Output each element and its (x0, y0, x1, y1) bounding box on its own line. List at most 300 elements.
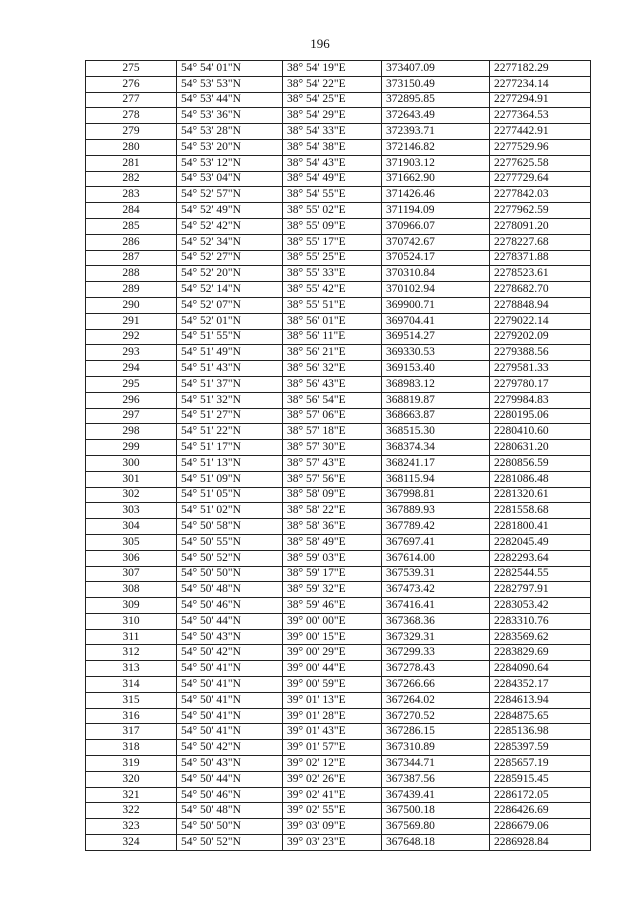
x-coordinate-cell: 368515.30 (382, 424, 490, 440)
point-number-cell: 278 (86, 108, 177, 124)
longitude-cell: 38° 55' 17"E (283, 234, 382, 250)
y-coordinate-cell: 2284875.65 (490, 708, 591, 724)
longitude-cell: 38° 54' 19"E (283, 61, 382, 77)
y-coordinate-cell: 2278371.88 (490, 250, 591, 266)
longitude-cell: 38° 55' 51"E (283, 297, 382, 313)
x-coordinate-cell: 373407.09 (382, 61, 490, 77)
longitude-cell: 39° 00' 29"E (283, 645, 382, 661)
point-number-cell: 313 (86, 661, 177, 677)
table-row (86, 329, 591, 345)
x-coordinate-cell: 369704.41 (382, 313, 490, 329)
page-number: 196 (310, 36, 330, 51)
longitude-cell: 39° 02' 12"E (283, 756, 382, 772)
table-row (86, 661, 591, 677)
point-number-cell: 284 (86, 203, 177, 219)
table-row (86, 250, 591, 266)
x-coordinate-cell: 367266.66 (382, 677, 490, 693)
point-number-cell: 309 (86, 598, 177, 614)
latitude-cell: 54° 51' 05"N (177, 487, 283, 503)
longitude-cell: 38° 55' 02"E (283, 203, 382, 219)
point-number-cell: 300 (86, 455, 177, 471)
y-coordinate-cell: 2286928.84 (490, 835, 591, 851)
point-number-cell: 281 (86, 155, 177, 171)
point-number-cell: 318 (86, 740, 177, 756)
x-coordinate-cell: 367539.31 (382, 566, 490, 582)
point-number-cell: 291 (86, 313, 177, 329)
table-row (86, 534, 591, 550)
x-coordinate-cell: 367416.41 (382, 598, 490, 614)
table-row (86, 440, 591, 456)
x-coordinate-cell: 367648.18 (382, 835, 490, 851)
table-row (86, 203, 591, 219)
latitude-cell: 54° 53' 53"N (177, 76, 283, 92)
longitude-cell: 39° 00' 15"E (283, 629, 382, 645)
point-number-cell: 283 (86, 187, 177, 203)
x-coordinate-cell: 371662.90 (382, 171, 490, 187)
table-row (86, 613, 591, 629)
table-row (86, 819, 591, 835)
y-coordinate-cell: 2277182.29 (490, 61, 591, 77)
x-coordinate-cell: 367473.42 (382, 582, 490, 598)
latitude-cell: 54° 50' 43"N (177, 756, 283, 772)
point-number-cell: 297 (86, 408, 177, 424)
y-coordinate-cell: 2282045.49 (490, 534, 591, 550)
longitude-cell: 39° 03' 23"E (283, 835, 382, 851)
table-row (86, 313, 591, 329)
x-coordinate-cell: 371903.12 (382, 155, 490, 171)
longitude-cell: 39° 00' 00"E (283, 613, 382, 629)
x-coordinate-cell: 367889.93 (382, 503, 490, 519)
x-coordinate-cell: 368241.17 (382, 455, 490, 471)
latitude-cell: 54° 52' 14"N (177, 282, 283, 298)
table-row (86, 566, 591, 582)
point-number-cell: 299 (86, 440, 177, 456)
latitude-cell: 54° 51' 32"N (177, 392, 283, 408)
y-coordinate-cell: 2286172.05 (490, 787, 591, 803)
longitude-cell: 39° 02' 26"E (283, 771, 382, 787)
longitude-cell: 38° 56' 54"E (283, 392, 382, 408)
point-number-cell: 317 (86, 724, 177, 740)
y-coordinate-cell: 2285397.59 (490, 740, 591, 756)
x-coordinate-cell: 370742.67 (382, 234, 490, 250)
point-number-cell: 314 (86, 677, 177, 693)
table-row (86, 519, 591, 535)
y-coordinate-cell: 2285915.45 (490, 771, 591, 787)
y-coordinate-cell: 2283569.62 (490, 629, 591, 645)
table-row (86, 345, 591, 361)
x-coordinate-cell: 367344.71 (382, 756, 490, 772)
longitude-cell: 38° 58' 36"E (283, 519, 382, 535)
point-number-cell: 316 (86, 708, 177, 724)
latitude-cell: 54° 50' 46"N (177, 787, 283, 803)
point-number-cell: 279 (86, 124, 177, 140)
longitude-cell: 38° 58' 09"E (283, 487, 382, 503)
coordinates-table (85, 60, 591, 851)
latitude-cell: 54° 53' 12"N (177, 155, 283, 171)
table-row (86, 218, 591, 234)
longitude-cell: 39° 01' 13"E (283, 692, 382, 708)
longitude-cell: 38° 54' 49"E (283, 171, 382, 187)
longitude-cell: 39° 01' 28"E (283, 708, 382, 724)
y-coordinate-cell: 2278523.61 (490, 266, 591, 282)
table-row (86, 124, 591, 140)
y-coordinate-cell: 2279780.17 (490, 376, 591, 392)
y-coordinate-cell: 2277234.14 (490, 76, 591, 92)
x-coordinate-cell: 367500.18 (382, 803, 490, 819)
table-row (86, 171, 591, 187)
longitude-cell: 38° 58' 22"E (283, 503, 382, 519)
longitude-cell: 38° 57' 43"E (283, 455, 382, 471)
x-coordinate-cell: 368115.94 (382, 471, 490, 487)
y-coordinate-cell: 2280195.06 (490, 408, 591, 424)
longitude-cell: 38° 55' 25"E (283, 250, 382, 266)
x-coordinate-cell: 368819.87 (382, 392, 490, 408)
longitude-cell: 39° 01' 57"E (283, 740, 382, 756)
x-coordinate-cell: 370102.94 (382, 282, 490, 298)
point-number-cell: 315 (86, 692, 177, 708)
point-number-cell: 280 (86, 139, 177, 155)
x-coordinate-cell: 371426.46 (382, 187, 490, 203)
x-coordinate-cell: 367789.42 (382, 519, 490, 535)
point-number-cell: 288 (86, 266, 177, 282)
latitude-cell: 54° 50' 48"N (177, 582, 283, 598)
longitude-cell: 38° 57' 56"E (283, 471, 382, 487)
latitude-cell: 54° 50' 42"N (177, 740, 283, 756)
table-row (86, 756, 591, 772)
longitude-cell: 38° 54' 43"E (283, 155, 382, 171)
y-coordinate-cell: 2286426.69 (490, 803, 591, 819)
point-number-cell: 323 (86, 819, 177, 835)
x-coordinate-cell: 369514.27 (382, 329, 490, 345)
longitude-cell: 38° 58' 49"E (283, 534, 382, 550)
x-coordinate-cell: 371194.09 (382, 203, 490, 219)
y-coordinate-cell: 2277364.53 (490, 108, 591, 124)
longitude-cell: 38° 56' 01"E (283, 313, 382, 329)
latitude-cell: 54° 52' 34"N (177, 234, 283, 250)
longitude-cell: 39° 00' 44"E (283, 661, 382, 677)
longitude-cell: 38° 54' 55"E (283, 187, 382, 203)
latitude-cell: 54° 50' 44"N (177, 771, 283, 787)
latitude-cell: 54° 51' 17"N (177, 440, 283, 456)
longitude-cell: 39° 02' 41"E (283, 787, 382, 803)
x-coordinate-cell: 367697.41 (382, 534, 490, 550)
point-number-cell: 301 (86, 471, 177, 487)
y-coordinate-cell: 2277842.03 (490, 187, 591, 203)
y-coordinate-cell: 2284352.17 (490, 677, 591, 693)
point-number-cell: 296 (86, 392, 177, 408)
longitude-cell: 38° 56' 21"E (283, 345, 382, 361)
table-row (86, 424, 591, 440)
point-number-cell: 290 (86, 297, 177, 313)
longitude-cell: 38° 59' 03"E (283, 550, 382, 566)
table-row (86, 629, 591, 645)
point-number-cell: 320 (86, 771, 177, 787)
longitude-cell: 39° 03' 09"E (283, 819, 382, 835)
point-number-cell: 322 (86, 803, 177, 819)
latitude-cell: 54° 52' 49"N (177, 203, 283, 219)
latitude-cell: 54° 50' 55"N (177, 534, 283, 550)
x-coordinate-cell: 367998.81 (382, 487, 490, 503)
latitude-cell: 54° 50' 41"N (177, 677, 283, 693)
x-coordinate-cell: 367264.02 (382, 692, 490, 708)
y-coordinate-cell: 2280856.59 (490, 455, 591, 471)
y-coordinate-cell: 2277962.59 (490, 203, 591, 219)
x-coordinate-cell: 370524.17 (382, 250, 490, 266)
x-coordinate-cell: 367310.89 (382, 740, 490, 756)
longitude-cell: 38° 57' 18"E (283, 424, 382, 440)
latitude-cell: 54° 50' 41"N (177, 692, 283, 708)
point-number-cell: 302 (86, 487, 177, 503)
y-coordinate-cell: 2279388.56 (490, 345, 591, 361)
x-coordinate-cell: 372895.85 (382, 92, 490, 108)
x-coordinate-cell: 370310.84 (382, 266, 490, 282)
table-row (86, 803, 591, 819)
table-row (86, 487, 591, 503)
y-coordinate-cell: 2277625.58 (490, 155, 591, 171)
point-number-cell: 276 (86, 76, 177, 92)
y-coordinate-cell: 2284613.94 (490, 692, 591, 708)
latitude-cell: 54° 53' 36"N (177, 108, 283, 124)
table-row (86, 266, 591, 282)
longitude-cell: 38° 59' 32"E (283, 582, 382, 598)
table-row (86, 234, 591, 250)
point-number-cell: 303 (86, 503, 177, 519)
latitude-cell: 54° 52' 42"N (177, 218, 283, 234)
latitude-cell: 54° 52' 20"N (177, 266, 283, 282)
point-number-cell: 312 (86, 645, 177, 661)
x-coordinate-cell: 367614.00 (382, 550, 490, 566)
latitude-cell: 54° 50' 58"N (177, 519, 283, 535)
table-row (86, 376, 591, 392)
point-number-cell: 275 (86, 61, 177, 77)
x-coordinate-cell: 372643.49 (382, 108, 490, 124)
y-coordinate-cell: 2280410.60 (490, 424, 591, 440)
x-coordinate-cell: 367387.56 (382, 771, 490, 787)
longitude-cell: 38° 57' 06"E (283, 408, 382, 424)
x-coordinate-cell: 367278.43 (382, 661, 490, 677)
point-number-cell: 287 (86, 250, 177, 266)
table-row (86, 408, 591, 424)
x-coordinate-cell: 367329.31 (382, 629, 490, 645)
latitude-cell: 54° 53' 04"N (177, 171, 283, 187)
table-row (86, 645, 591, 661)
latitude-cell: 54° 50' 43"N (177, 629, 283, 645)
y-coordinate-cell: 2283829.69 (490, 645, 591, 661)
longitude-cell: 38° 55' 42"E (283, 282, 382, 298)
longitude-cell: 38° 54' 38"E (283, 139, 382, 155)
table-row (86, 835, 591, 851)
x-coordinate-cell: 369900.71 (382, 297, 490, 313)
x-coordinate-cell: 370966.07 (382, 218, 490, 234)
y-coordinate-cell: 2281320.61 (490, 487, 591, 503)
y-coordinate-cell: 2281800.41 (490, 519, 591, 535)
y-coordinate-cell: 2281558.68 (490, 503, 591, 519)
latitude-cell: 54° 51' 49"N (177, 345, 283, 361)
x-coordinate-cell: 368983.12 (382, 376, 490, 392)
table-row (86, 108, 591, 124)
x-coordinate-cell: 372146.82 (382, 139, 490, 155)
point-number-cell: 282 (86, 171, 177, 187)
point-number-cell: 324 (86, 835, 177, 851)
table-row (86, 677, 591, 693)
x-coordinate-cell: 367368.36 (382, 613, 490, 629)
latitude-cell: 54° 50' 44"N (177, 613, 283, 629)
y-coordinate-cell: 2285657.19 (490, 756, 591, 772)
y-coordinate-cell: 2280631.20 (490, 440, 591, 456)
y-coordinate-cell: 2278091.20 (490, 218, 591, 234)
latitude-cell: 54° 50' 50"N (177, 819, 283, 835)
table-row (86, 708, 591, 724)
table-row (86, 503, 591, 519)
table-row (86, 139, 591, 155)
longitude-cell: 38° 59' 17"E (283, 566, 382, 582)
point-number-cell: 319 (86, 756, 177, 772)
point-number-cell: 293 (86, 345, 177, 361)
x-coordinate-cell: 367286.15 (382, 724, 490, 740)
y-coordinate-cell: 2282797.91 (490, 582, 591, 598)
latitude-cell: 54° 51' 02"N (177, 503, 283, 519)
latitude-cell: 54° 50' 48"N (177, 803, 283, 819)
point-number-cell: 310 (86, 613, 177, 629)
y-coordinate-cell: 2283310.76 (490, 613, 591, 629)
longitude-cell: 38° 59' 46"E (283, 598, 382, 614)
y-coordinate-cell: 2278227.68 (490, 234, 591, 250)
latitude-cell: 54° 50' 41"N (177, 661, 283, 677)
point-number-cell: 295 (86, 376, 177, 392)
point-number-cell: 304 (86, 519, 177, 535)
latitude-cell: 54° 51' 43"N (177, 361, 283, 377)
longitude-cell: 38° 54' 29"E (283, 108, 382, 124)
table-row (86, 61, 591, 77)
point-number-cell: 277 (86, 92, 177, 108)
latitude-cell: 54° 53' 20"N (177, 139, 283, 155)
longitude-cell: 38° 54' 33"E (283, 124, 382, 140)
x-coordinate-cell: 373150.49 (382, 76, 490, 92)
latitude-cell: 54° 50' 41"N (177, 708, 283, 724)
x-coordinate-cell: 367270.52 (382, 708, 490, 724)
latitude-cell: 54° 52' 07"N (177, 297, 283, 313)
longitude-cell: 38° 54' 25"E (283, 92, 382, 108)
longitude-cell: 39° 01' 43"E (283, 724, 382, 740)
table-row (86, 582, 591, 598)
y-coordinate-cell: 2286679.06 (490, 819, 591, 835)
point-number-cell: 298 (86, 424, 177, 440)
latitude-cell: 54° 50' 52"N (177, 550, 283, 566)
table-row (86, 187, 591, 203)
longitude-cell: 38° 56' 43"E (283, 376, 382, 392)
y-coordinate-cell: 2277529.96 (490, 139, 591, 155)
x-coordinate-cell: 367299.33 (382, 645, 490, 661)
y-coordinate-cell: 2277729.64 (490, 171, 591, 187)
x-coordinate-cell: 368374.34 (382, 440, 490, 456)
latitude-cell: 54° 50' 52"N (177, 835, 283, 851)
point-number-cell: 294 (86, 361, 177, 377)
point-number-cell: 308 (86, 582, 177, 598)
y-coordinate-cell: 2279581.33 (490, 361, 591, 377)
point-number-cell: 292 (86, 329, 177, 345)
latitude-cell: 54° 50' 50"N (177, 566, 283, 582)
latitude-cell: 54° 50' 42"N (177, 645, 283, 661)
table-row (86, 740, 591, 756)
latitude-cell: 54° 53' 28"N (177, 124, 283, 140)
y-coordinate-cell: 2277294.91 (490, 92, 591, 108)
y-coordinate-cell: 2278682.70 (490, 282, 591, 298)
y-coordinate-cell: 2281086.48 (490, 471, 591, 487)
point-number-cell: 307 (86, 566, 177, 582)
x-coordinate-cell: 367569.80 (382, 819, 490, 835)
y-coordinate-cell: 2285136.98 (490, 724, 591, 740)
table-row (86, 471, 591, 487)
latitude-cell: 54° 52' 01"N (177, 313, 283, 329)
y-coordinate-cell: 2282293.64 (490, 550, 591, 566)
longitude-cell: 38° 54' 22"E (283, 76, 382, 92)
point-number-cell: 306 (86, 550, 177, 566)
x-coordinate-cell: 369330.53 (382, 345, 490, 361)
longitude-cell: 38° 55' 33"E (283, 266, 382, 282)
point-number-cell: 311 (86, 629, 177, 645)
latitude-cell: 54° 51' 22"N (177, 424, 283, 440)
table-row (86, 282, 591, 298)
y-coordinate-cell: 2283053.42 (490, 598, 591, 614)
y-coordinate-cell: 2279202.09 (490, 329, 591, 345)
x-coordinate-cell: 372393.71 (382, 124, 490, 140)
y-coordinate-cell: 2284090.64 (490, 661, 591, 677)
table-row (86, 392, 591, 408)
table-row (86, 771, 591, 787)
latitude-cell: 54° 51' 27"N (177, 408, 283, 424)
point-number-cell: 286 (86, 234, 177, 250)
latitude-cell: 54° 50' 41"N (177, 724, 283, 740)
latitude-cell: 54° 51' 09"N (177, 471, 283, 487)
table-row (86, 92, 591, 108)
point-number-cell: 321 (86, 787, 177, 803)
latitude-cell: 54° 53' 44"N (177, 92, 283, 108)
latitude-cell: 54° 51' 55"N (177, 329, 283, 345)
x-coordinate-cell: 369153.40 (382, 361, 490, 377)
latitude-cell: 54° 54' 01"N (177, 61, 283, 77)
point-number-cell: 305 (86, 534, 177, 550)
longitude-cell: 39° 02' 55"E (283, 803, 382, 819)
latitude-cell: 54° 52' 57"N (177, 187, 283, 203)
latitude-cell: 54° 52' 27"N (177, 250, 283, 266)
table-row (86, 155, 591, 171)
table-row (86, 692, 591, 708)
y-coordinate-cell: 2278848.94 (490, 297, 591, 313)
latitude-cell: 54° 51' 13"N (177, 455, 283, 471)
longitude-cell: 38° 55' 09"E (283, 218, 382, 234)
longitude-cell: 38° 56' 11"E (283, 329, 382, 345)
x-coordinate-cell: 367439.41 (382, 787, 490, 803)
latitude-cell: 54° 51' 37"N (177, 376, 283, 392)
coordinates-table-body (86, 61, 591, 851)
table-row (86, 550, 591, 566)
table-row (86, 598, 591, 614)
y-coordinate-cell: 2282544.55 (490, 566, 591, 582)
longitude-cell: 39° 00' 59"E (283, 677, 382, 693)
table-row (86, 76, 591, 92)
longitude-cell: 38° 57' 30"E (283, 440, 382, 456)
latitude-cell: 54° 50' 46"N (177, 598, 283, 614)
table-row (86, 455, 591, 471)
table-row (86, 297, 591, 313)
table-row (86, 361, 591, 377)
y-coordinate-cell: 2279022.14 (490, 313, 591, 329)
y-coordinate-cell: 2279984.83 (490, 392, 591, 408)
table-row (86, 724, 591, 740)
y-coordinate-cell: 2277442.91 (490, 124, 591, 140)
table-row (86, 787, 591, 803)
x-coordinate-cell: 368663.87 (382, 408, 490, 424)
